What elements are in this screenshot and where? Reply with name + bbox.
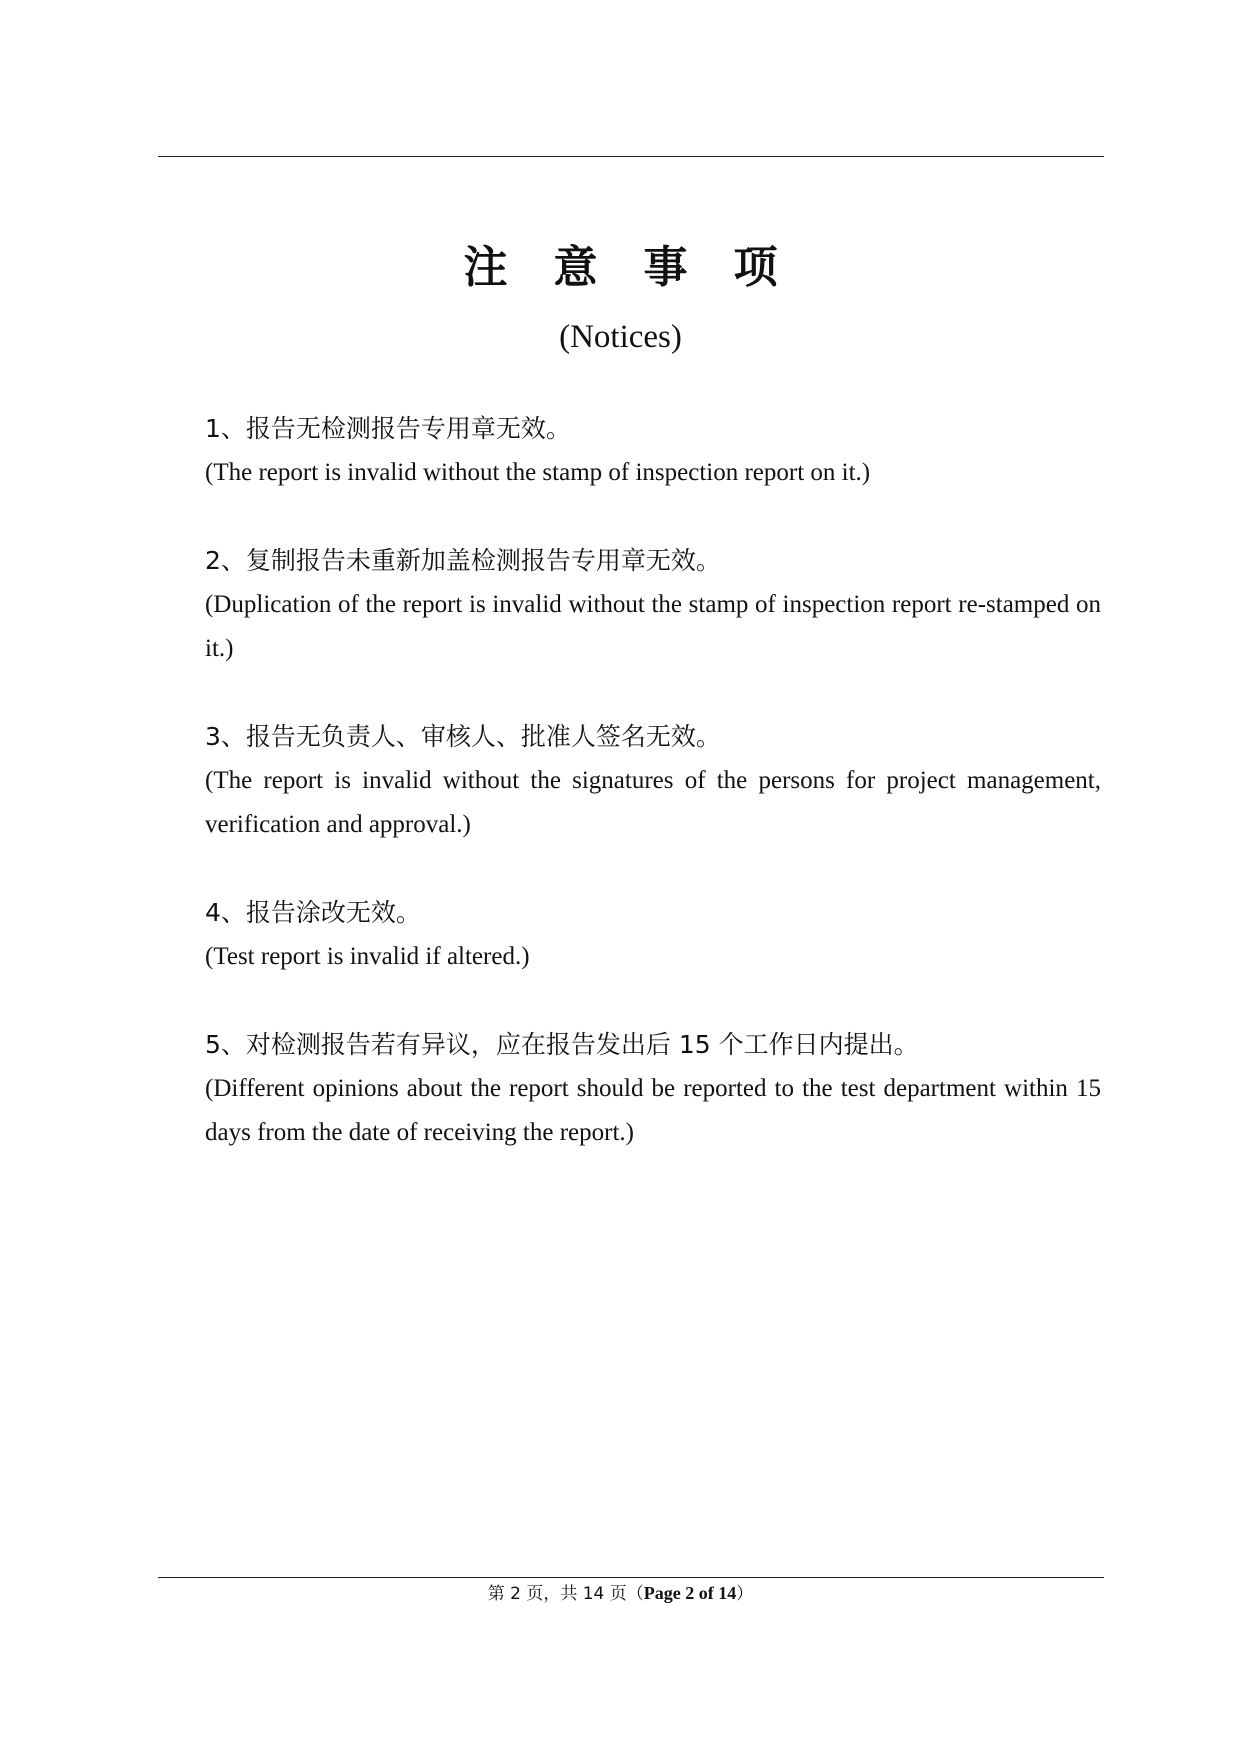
- notices-list: [205, 407, 1101, 1199]
- notice-item-4: [205, 891, 1101, 979]
- notice-item-5: [205, 1023, 1101, 1155]
- header-rule: [158, 156, 1104, 157]
- footer-page-english: Page 2 of 14: [643, 1583, 737, 1603]
- notice-2-english: (Duplication of the report is invalid without the stamp of inspection report re-stamped on it.): [205, 591, 1101, 662]
- notice-4-english: (Test report is invalid if altered.): [205, 943, 530, 970]
- page-title-english: (Notices): [559, 319, 682, 355]
- notice-4-chinese: 4、报告涂改无效。: [205, 898, 421, 927]
- notice-1-chinese: 1、报告无检测报告专用章无效。: [205, 414, 571, 443]
- notice-2-chinese: 2、复制报告未重新加盖检测报告专用章无效。: [205, 546, 721, 575]
- notice-item-3: [205, 715, 1101, 847]
- footer-page-close: ）: [736, 1584, 754, 1604]
- notice-3-english: (The report is invalid without the signatures of the persons for project management, verification and approval.): [205, 767, 1101, 838]
- page-footer: [0, 1582, 1241, 1605]
- notice-5-english: (Different opinions about the report should be reported to the test department within 15 days from the date of receiving the report.): [205, 1075, 1101, 1146]
- notice-1-english: (The report is invalid without the stamp of inspection report on it.): [205, 459, 871, 486]
- notice-3-chinese: 3、报告无负责人、审核人、批准人签名无效。: [205, 722, 721, 751]
- notice-item-1: [205, 407, 1101, 495]
- footer-page-chinese: 第 2 页，共 14 页（: [487, 1584, 644, 1604]
- page-title-chinese: 注意事项: [463, 242, 824, 293]
- notice-5-chinese: 5、对检测报告若有异议，应在报告发出后 15 个工作日内提出。: [205, 1030, 919, 1059]
- footer-rule: [158, 1577, 1104, 1578]
- notice-item-2: [205, 539, 1101, 671]
